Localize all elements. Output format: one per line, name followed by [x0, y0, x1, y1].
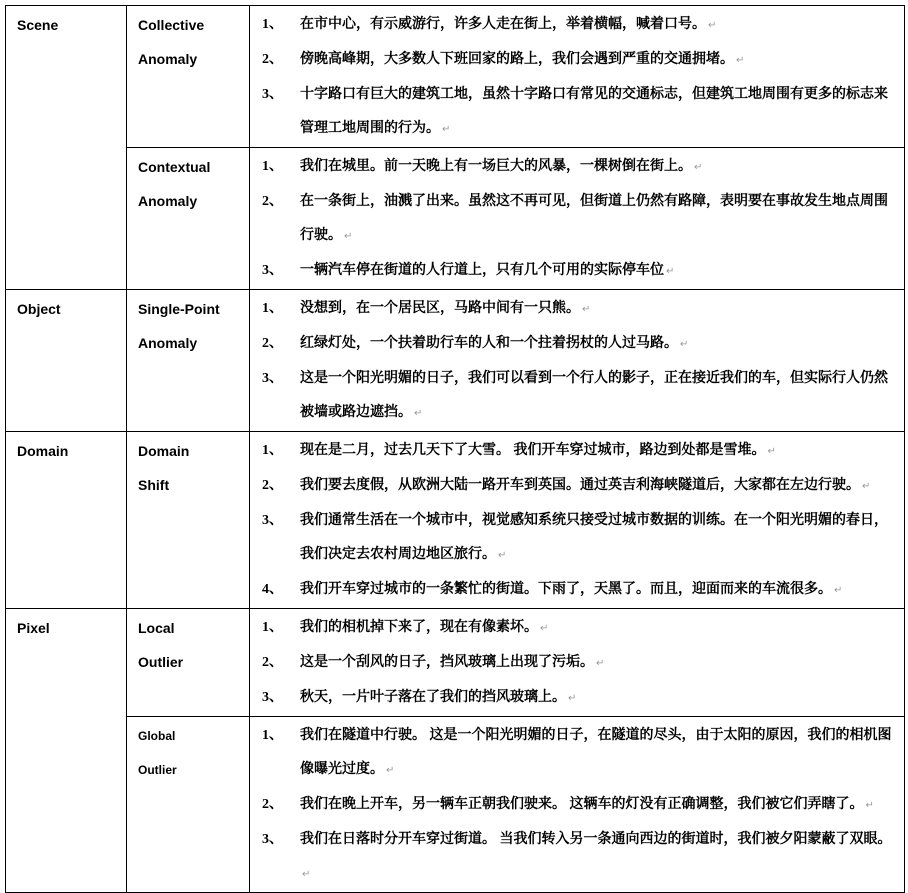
item-number: 2、	[262, 194, 283, 209]
subtype-line-1: Single-Point	[138, 301, 220, 317]
subtype-label	[127, 609, 249, 679]
item-text: 这是一个阳光明媚的日子，我们可以看到一个行人的影子，正在接近我们的车，但实际行人仍然被墙或路边遮挡。	[300, 371, 888, 420]
subtype-line-2: Outlier	[138, 763, 177, 777]
list-item	[250, 327, 904, 362]
paragraph-mark-icon: ↵	[414, 408, 423, 419]
item-text: 我们通常生活在一个城市中，视觉感知系统只接受过城市数据的训练。在一个阳光明媚的春日，我们决定去农村周边地区旅行。	[300, 513, 888, 562]
paragraph-mark-icon: ↵	[568, 693, 577, 704]
category-label	[6, 432, 126, 468]
paragraph-mark-icon: ↵	[767, 446, 776, 457]
item-text: 在一条街上，油溅了出来。虽然这不再可见，但街道上仍然有路障，表明要在事故发生地点周围行驶。	[300, 194, 888, 243]
paragraph-mark-icon: ↵	[736, 55, 745, 66]
subtype-line-1: Contextual	[138, 159, 211, 175]
list-item	[250, 681, 904, 716]
paragraph-mark-icon: ↵	[708, 20, 717, 31]
subtype-cell	[127, 717, 250, 893]
item-number: 1、	[262, 301, 283, 316]
subtype-line-2: Anomaly	[138, 335, 198, 351]
item-text: 红绿灯处，一个扶着助行车的人和一个拄着拐杖的人过马路。	[300, 336, 678, 351]
item-text: 傍晚高峰期，大多数人下班回家的路上，我们会遇到严重的交通拥堵。	[300, 52, 734, 67]
paragraph-mark-icon: ↵	[302, 869, 311, 880]
subtype-label	[127, 6, 249, 76]
subtype-cell	[127, 148, 250, 290]
paragraph-mark-icon: ↵	[540, 623, 549, 634]
examples-cell	[250, 717, 905, 893]
subtype-line-1: Local	[138, 620, 175, 636]
list-item	[250, 8, 904, 43]
category-text: Object	[17, 301, 61, 317]
item-text: 现在是二月，过去几天下了大雪。 我们开车穿过城市，路边到处都是雪堆。	[300, 443, 766, 458]
paragraph-mark-icon: ↵	[442, 124, 451, 135]
item-text: 这是一个刮风的日子，挡风玻璃上出现了污垢。	[300, 655, 594, 670]
paragraph-mark-icon: ↵	[666, 266, 675, 277]
item-number: 1、	[262, 728, 283, 743]
paragraph-mark-icon: ↵	[582, 304, 591, 315]
category-cell	[6, 6, 127, 290]
paragraph-mark-icon: ↵	[865, 800, 874, 811]
list-item	[250, 823, 904, 892]
list-item	[250, 504, 904, 573]
item-text: 秋天，一片叶子落在了我们的挡风玻璃上。	[300, 690, 566, 705]
category-label	[6, 6, 126, 42]
category-label	[6, 609, 126, 645]
list-item	[250, 646, 904, 681]
item-text: 十字路口有巨大的建筑工地，虽然十字路口有常见的交通标志，但建筑工地周围有更多的标志来管理工地周围的行为。	[300, 87, 888, 136]
subtype-label	[127, 148, 249, 218]
list-item	[250, 43, 904, 78]
item-text: 我们要去度假，从欧洲大陆一路开车到英国。通过英吉利海峡隧道后，大家都在左边行驶。	[300, 478, 860, 493]
item-number: 3、	[262, 371, 283, 386]
examples-cell	[250, 6, 905, 148]
item-number: 3、	[262, 690, 283, 705]
item-number: 1、	[262, 620, 283, 635]
list-item	[250, 469, 904, 504]
category-text: Scene	[17, 17, 59, 33]
subtype-label	[127, 432, 249, 502]
category-cell	[6, 432, 127, 609]
list-item	[250, 362, 904, 431]
item-text: 在市中心，有示威游行，许多人走在街上，举着横幅，喊着口号。	[300, 17, 706, 32]
item-text: 我们在日落时分开车穿过街道。 当我们转入另一条通向西边的街道时，我们被夕阳蒙蔽了双眼。	[300, 832, 892, 847]
list-item	[250, 185, 904, 254]
item-number: 2、	[262, 655, 283, 670]
item-text: 我们的相机掉下来了，现在有像素坏。	[300, 620, 538, 635]
subtype-cell	[127, 290, 250, 432]
examples-cell	[250, 609, 905, 717]
item-number: 2、	[262, 478, 283, 493]
paragraph-mark-icon: ↵	[862, 481, 871, 492]
table-row	[6, 432, 905, 609]
paragraph-mark-icon: ↵	[680, 339, 689, 350]
item-text: 我们在晚上开车，另一辆车正朝我们驶来。 这辆车的灯没有正确调整，我们被它们弄瞎了。	[300, 797, 864, 812]
subtype-label	[127, 717, 249, 787]
subtype-cell	[127, 6, 250, 148]
paragraph-mark-icon: ↵	[596, 658, 605, 669]
table-row	[6, 148, 905, 290]
list-item	[250, 150, 904, 185]
list-item	[250, 292, 904, 327]
item-number: 2、	[262, 52, 283, 67]
paragraph-mark-icon: ↵	[834, 585, 843, 596]
item-text: 我们在隧道中行驶。 这是一个阳光明媚的日子，在隧道的尽头，由于太阳的原因，我们的相机图像曝光过度。	[300, 728, 892, 777]
subtype-line-2: Outlier	[138, 654, 184, 670]
list-item	[250, 719, 904, 788]
category-text: Pixel	[17, 620, 50, 636]
table-row	[6, 290, 905, 432]
examples-cell	[250, 432, 905, 609]
item-number: 1、	[262, 17, 283, 32]
list-item	[250, 78, 904, 147]
subtype-line-1: Domain	[138, 443, 190, 459]
item-number: 3、	[262, 832, 283, 847]
examples-cell	[250, 148, 905, 290]
subtype-line-2: Anomaly	[138, 193, 198, 209]
item-number: 3、	[262, 513, 283, 528]
subtype-label	[127, 290, 249, 360]
item-number: 2、	[262, 336, 283, 351]
list-item	[250, 788, 904, 823]
paragraph-mark-icon: ↵	[694, 162, 703, 173]
category-label	[6, 290, 126, 326]
subtype-cell	[127, 432, 250, 609]
item-text: 我们开车穿过城市的一条繁忙的街道。下雨了，天黑了。而且，迎面而来的车流很多。	[300, 582, 832, 597]
paragraph-mark-icon: ↵	[386, 765, 395, 776]
subtype-line-2: Shift	[138, 477, 170, 493]
list-item	[250, 573, 904, 608]
category-text: Domain	[17, 443, 69, 459]
item-number: 4、	[262, 582, 283, 597]
item-text: 一辆汽车停在街道的人行道上，只有几个可用的实际停车位	[300, 263, 664, 278]
list-item	[250, 434, 904, 469]
item-number: 3、	[262, 87, 283, 102]
subtype-cell	[127, 609, 250, 717]
item-number: 3、	[262, 263, 283, 278]
anomaly-table	[5, 5, 905, 893]
item-text: 没想到，在一个居民区，马路中间有一只熊。	[300, 301, 580, 316]
list-item	[250, 254, 904, 289]
subtype-line-1: Global	[138, 729, 176, 743]
item-text: 我们在城里。前一天晚上有一场巨大的风暴，一棵树倒在街上。	[300, 159, 692, 174]
subtype-line-1: Collective	[138, 17, 205, 33]
paragraph-mark-icon: ↵	[498, 550, 507, 561]
item-number: 1、	[262, 443, 283, 458]
table-row	[6, 717, 905, 893]
table-row	[6, 6, 905, 148]
category-cell	[6, 290, 127, 432]
subtype-line-2: Anomaly	[138, 51, 198, 67]
list-item	[250, 611, 904, 646]
item-number: 1、	[262, 159, 283, 174]
examples-cell	[250, 290, 905, 432]
category-cell	[6, 609, 127, 893]
item-number: 2、	[262, 797, 283, 812]
paragraph-mark-icon: ↵	[344, 231, 353, 242]
table-row	[6, 609, 905, 717]
